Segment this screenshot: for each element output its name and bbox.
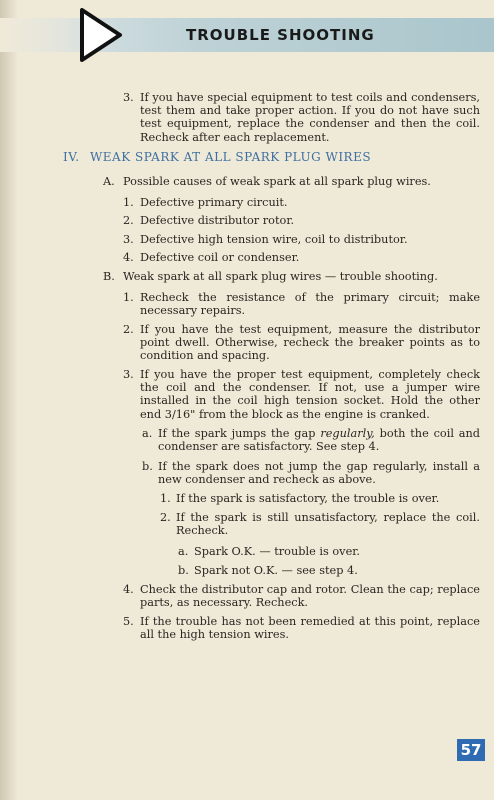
list-item: a. If the spark jumps the gap regularly, both the coil and condenser are satisfactory. See step 4. [142, 427, 481, 454]
list-item: a. Spark O.K. — trouble is over. [178, 545, 360, 558]
section-heading [63, 151, 483, 164]
list-item: 5. If the trouble has not been remedied at this point, replace all the high tension wires. [123, 615, 480, 642]
list-item: 2. If you have the test equipment, measure the distributor point dwell. Otherwise, recheck the breaker points as to condition and spacing. [123, 323, 480, 363]
list-item: b. Spark not O.K. — see step 4. [178, 564, 358, 577]
section-number: IV. [63, 150, 80, 164]
list-item: 2. If the spark is still unsatisfactory, replace the coil. Recheck. [160, 511, 480, 538]
list-item: 4. Check the distributor cap and rotor. Clean the cap; replace parts, as necessary. Recheck. [123, 583, 480, 610]
list-item: 3. If you have the proper test equipment, completely check the coil and the condenser. If not, use a jumper wire installed in the coil high tension socket. Hold the other end 3/16" from the block as the engine is cranked. [123, 368, 480, 421]
list-item: 3. Defective high tension wire, coil to distributor. [123, 233, 408, 246]
list-item: 1. Recheck the resistance of the primary circuit; make necessary repairs. [123, 291, 480, 318]
list-item: A. Possible causes of weak spark at all spark plug wires. [103, 175, 431, 188]
item-text: If you have special equipment to test coils and condensers, test them and take proper action. If you do not have such test equipment, replace the condenser and then the coil. Recheck after each replacement. [140, 91, 480, 144]
page-title: TROUBLE SHOOTING [186, 26, 375, 44]
list-item: 1. Defective primary circuit. [123, 196, 288, 209]
list-item [123, 91, 480, 144]
item-number: 3. [123, 91, 134, 104]
list-item: B. Weak spark at all spark plug wires — trouble shooting. [103, 270, 438, 283]
list-item: 2. Defective distributor rotor. [123, 214, 295, 227]
section-title: WEAK SPARK AT ALL SPARK PLUG WIRES [89, 150, 372, 164]
page-number-badge: 57 [457, 739, 485, 761]
list-item: b. If the spark does not jump the gap regularly, install a new condenser and recheck as above. [142, 460, 480, 487]
list-item: 1. If the spark is satisfactory, the trouble is over. [160, 492, 440, 505]
list-item: 4. Defective coil or condenser. [123, 251, 300, 264]
